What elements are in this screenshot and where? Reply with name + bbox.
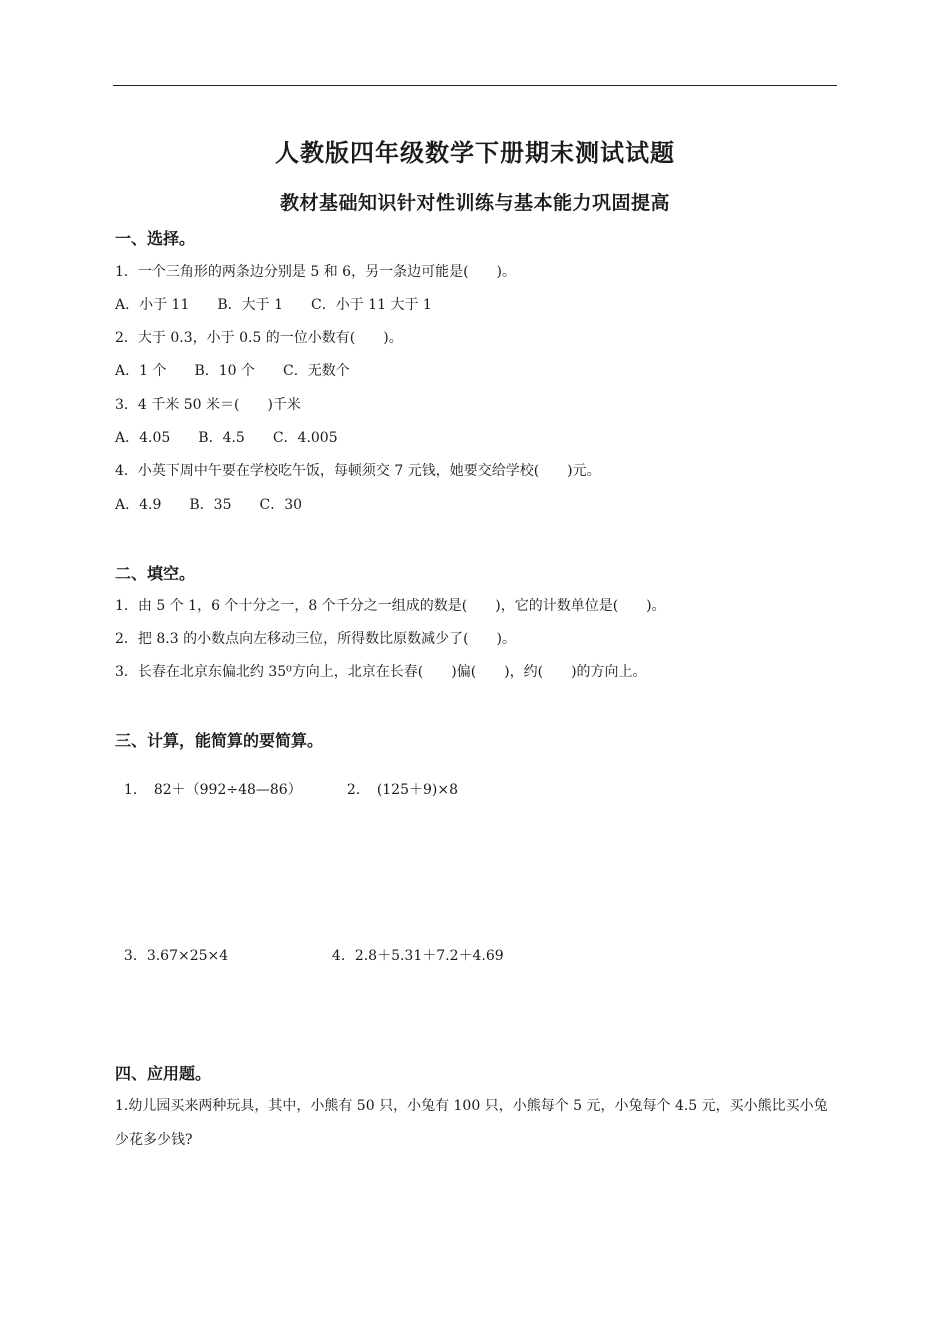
calc-2: 2． (125＋9)×8: [346, 782, 459, 798]
section-3-heading: 三、计算，能简算的要简算。: [115, 731, 324, 750]
calc-row-2: [115, 929, 504, 965]
calc-1: 1． 82＋（992÷48—86）: [123, 782, 302, 798]
s1-question-1-options: A．小于 11 B．大于 1 C．小于 11 大于 1: [115, 297, 432, 313]
s2-question-3: 3．长春在北京东偏北约 35⁰方向上，北京在长春( )偏( )，约( )的方向上。: [115, 664, 647, 680]
calc-4: 4．2.8＋5.31＋7.2＋4.69: [331, 948, 504, 964]
s4-question-1: 1.幼儿园买来两种玩具，其中，小熊有 50 只，小兔有 100 只，小熊每个 5 元，小兔每个 4.5 元，买小熊比买小兔少花多少钱?: [115, 1098, 828, 1148]
s1-question-1: 1．一个三角形的两条边分别是 5 和 6，另一条边可能是( )。: [115, 264, 516, 280]
calc-3: 3．3.67×25×4: [123, 948, 229, 964]
s2-question-2: 2．把 8.3 的小数点向左移动三位，所得数比原数减少了( )。: [115, 631, 516, 647]
page-title: 人教版四年级数学下册期末测试试题: [275, 138, 675, 167]
page-subtitle: 教材基础知识针对性训练与基本能力巩固提高: [279, 192, 670, 214]
s2-question-1: 1．由 5 个 1，6 个十分之一，8 个千分之一组成的数是( )，它的计数单位是( )。: [115, 598, 666, 614]
section-2-heading: 二、填空。: [115, 564, 196, 583]
s1-question-4-options: A．4.9 B．35 C．30: [115, 497, 303, 513]
s1-question-4: 4．小英下周中午要在学校吃午饭，每顿须交 7 元钱，她要交给学校( )元。: [115, 463, 601, 479]
section-1-heading: 一、选择。: [115, 229, 196, 248]
section-4-heading: 四、应用题。: [115, 1064, 212, 1083]
calc-row-1: [115, 763, 458, 799]
s1-question-2: 2．大于 0.3，小于 0.5 的一位小数有( )。: [115, 330, 403, 346]
top-rule: [113, 85, 837, 86]
s1-question-3-options: A．4.05 B．4.5 C．4.005: [115, 430, 338, 446]
s1-question-3: 3．4 千米 50 米＝( )千米: [115, 397, 301, 413]
s1-question-2-options: A．1 个 B．10 个 C．无数个: [115, 363, 350, 379]
